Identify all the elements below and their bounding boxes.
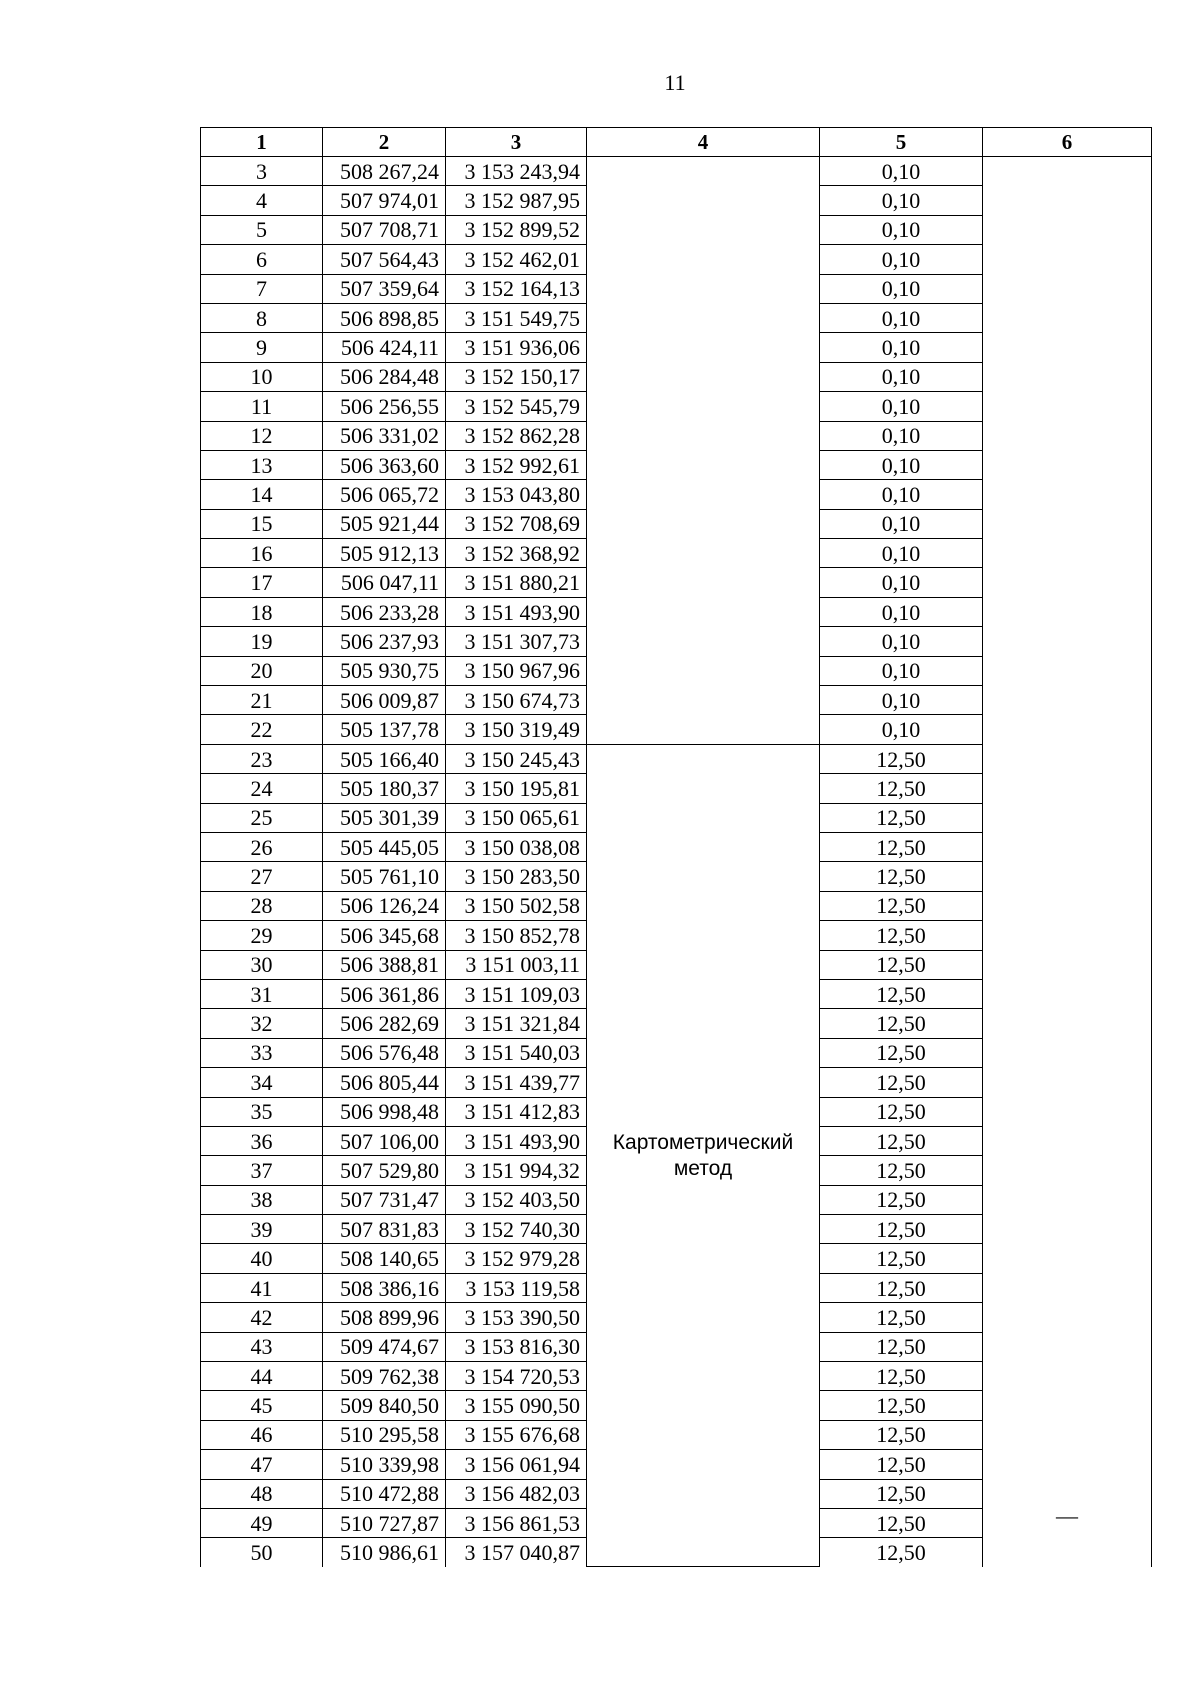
point-number-cell: 31: [201, 979, 323, 1008]
point-number-cell: 7: [201, 274, 323, 303]
accuracy-cell: 12,50: [820, 1479, 983, 1508]
y-coordinate-cell: 3 150 967,96: [446, 656, 587, 685]
accuracy-cell: 0,10: [820, 597, 983, 626]
y-coordinate-cell: 3 153 816,30: [446, 1332, 587, 1361]
x-coordinate-cell: 510 986,61: [323, 1538, 446, 1567]
point-number-cell: 28: [201, 891, 323, 920]
accuracy-cell: 0,10: [820, 333, 983, 362]
x-coordinate-cell: 506 345,68: [323, 921, 446, 950]
point-number-cell: 20: [201, 656, 323, 685]
y-coordinate-cell: 3 151 307,73: [446, 627, 587, 656]
accuracy-cell: 0,10: [820, 480, 983, 509]
point-number-cell: 9: [201, 333, 323, 362]
x-coordinate-cell: 507 564,43: [323, 245, 446, 274]
accuracy-cell: 0,10: [820, 686, 983, 715]
point-number-cell: 15: [201, 509, 323, 538]
accuracy-cell: 12,50: [820, 744, 983, 773]
accuracy-cell: 12,50: [820, 1185, 983, 1214]
point-number-cell: 17: [201, 568, 323, 597]
method-cell-group-2: [587, 744, 820, 1566]
y-coordinate-cell: 3 152 545,79: [446, 392, 587, 421]
y-coordinate-cell: 3 152 708,69: [446, 509, 587, 538]
x-coordinate-cell: 507 731,47: [323, 1185, 446, 1214]
point-number-cell: 30: [201, 950, 323, 979]
accuracy-cell: 0,10: [820, 450, 983, 479]
y-coordinate-cell: 3 150 245,43: [446, 744, 587, 773]
column-6-cell: [983, 157, 1152, 1567]
y-coordinate-cell: 3 151 994,32: [446, 1156, 587, 1185]
x-coordinate-cell: 506 424,11: [323, 333, 446, 362]
x-coordinate-cell: 506 233,28: [323, 597, 446, 626]
y-coordinate-cell: 3 152 403,50: [446, 1185, 587, 1214]
point-number-cell: 10: [201, 362, 323, 391]
y-coordinate-cell: 3 155 090,50: [446, 1391, 587, 1420]
point-number-cell: 45: [201, 1391, 323, 1420]
accuracy-cell: 12,50: [820, 921, 983, 950]
accuracy-cell: 12,50: [820, 1273, 983, 1302]
point-number-cell: 33: [201, 1038, 323, 1067]
accuracy-cell: 0,10: [820, 656, 983, 685]
y-coordinate-cell: 3 156 482,03: [446, 1479, 587, 1508]
accuracy-cell: 0,10: [820, 303, 983, 332]
y-coordinate-cell: 3 151 540,03: [446, 1038, 587, 1067]
point-number-cell: 23: [201, 744, 323, 773]
table-row: [201, 157, 1152, 186]
y-coordinate-cell: 3 151 003,11: [446, 950, 587, 979]
x-coordinate-cell: 507 106,00: [323, 1126, 446, 1155]
point-number-cell: 8: [201, 303, 323, 332]
point-number-cell: 14: [201, 480, 323, 509]
y-coordinate-cell: 3 152 992,61: [446, 450, 587, 479]
accuracy-cell: 0,10: [820, 245, 983, 274]
y-coordinate-cell: 3 150 674,73: [446, 686, 587, 715]
point-number-cell: 42: [201, 1303, 323, 1332]
y-coordinate-cell: 3 153 119,58: [446, 1273, 587, 1302]
accuracy-cell: 12,50: [820, 1215, 983, 1244]
accuracy-cell: 12,50: [820, 1009, 983, 1038]
point-number-cell: 13: [201, 450, 323, 479]
x-coordinate-cell: 505 445,05: [323, 832, 446, 861]
x-coordinate-cell: 509 840,50: [323, 1391, 446, 1420]
x-coordinate-cell: 506 361,86: [323, 979, 446, 1008]
x-coordinate-cell: 506 237,93: [323, 627, 446, 656]
table-header-row: [201, 128, 1152, 157]
x-coordinate-cell: 510 472,88: [323, 1479, 446, 1508]
accuracy-cell: 12,50: [820, 1303, 983, 1332]
accuracy-cell: 12,50: [820, 1538, 983, 1567]
point-number-cell: 47: [201, 1450, 323, 1479]
x-coordinate-cell: 506 282,69: [323, 1009, 446, 1038]
accuracy-cell: 0,10: [820, 509, 983, 538]
y-coordinate-cell: 3 151 321,84: [446, 1009, 587, 1038]
x-coordinate-cell: 506 576,48: [323, 1038, 446, 1067]
y-coordinate-cell: 3 153 243,94: [446, 157, 587, 186]
point-number-cell: 3: [201, 157, 323, 186]
accuracy-cell: 0,10: [820, 392, 983, 421]
accuracy-cell: 12,50: [820, 1068, 983, 1097]
x-coordinate-cell: 507 529,80: [323, 1156, 446, 1185]
y-coordinate-cell: 3 157 040,87: [446, 1538, 587, 1567]
x-coordinate-cell: 506 047,11: [323, 568, 446, 597]
y-coordinate-cell: 3 152 899,52: [446, 215, 587, 244]
x-coordinate-cell: 509 474,67: [323, 1332, 446, 1361]
x-coordinate-cell: 510 727,87: [323, 1508, 446, 1537]
point-number-cell: 43: [201, 1332, 323, 1361]
point-number-cell: 34: [201, 1068, 323, 1097]
point-number-cell: 39: [201, 1215, 323, 1244]
point-number-cell: 25: [201, 803, 323, 832]
point-number-cell: 49: [201, 1508, 323, 1537]
header-col-1: 1: [201, 128, 323, 157]
x-coordinate-cell: 510 295,58: [323, 1420, 446, 1449]
point-number-cell: 11: [201, 392, 323, 421]
y-coordinate-cell: 3 150 038,08: [446, 832, 587, 861]
x-coordinate-cell: 506 009,87: [323, 686, 446, 715]
y-coordinate-cell: 3 156 061,94: [446, 1450, 587, 1479]
x-coordinate-cell: 505 301,39: [323, 803, 446, 832]
point-number-cell: 16: [201, 539, 323, 568]
accuracy-cell: 12,50: [820, 862, 983, 891]
x-coordinate-cell: 505 761,10: [323, 862, 446, 891]
x-coordinate-cell: 507 974,01: [323, 186, 446, 215]
x-coordinate-cell: 505 921,44: [323, 509, 446, 538]
accuracy-cell: 12,50: [820, 950, 983, 979]
table-body: [201, 157, 1152, 1567]
point-number-cell: 41: [201, 1273, 323, 1302]
y-coordinate-cell: 3 152 164,13: [446, 274, 587, 303]
accuracy-cell: 12,50: [820, 1038, 983, 1067]
point-number-cell: 26: [201, 832, 323, 861]
accuracy-cell: 12,50: [820, 1244, 983, 1273]
point-number-cell: 5: [201, 215, 323, 244]
y-coordinate-cell: 3 150 852,78: [446, 921, 587, 950]
header-col-4: 4: [587, 128, 820, 157]
point-number-cell: 37: [201, 1156, 323, 1185]
coordinates-table: [200, 127, 1152, 1567]
point-number-cell: 32: [201, 1009, 323, 1038]
accuracy-cell: 12,50: [820, 1450, 983, 1479]
point-number-cell: 4: [201, 186, 323, 215]
accuracy-cell: 0,10: [820, 539, 983, 568]
point-number-cell: 12: [201, 421, 323, 450]
y-coordinate-cell: 3 152 462,01: [446, 245, 587, 274]
page-number: 11: [664, 70, 686, 95]
accuracy-cell: 0,10: [820, 421, 983, 450]
point-number-cell: 36: [201, 1126, 323, 1155]
x-coordinate-cell: 506 805,44: [323, 1068, 446, 1097]
x-coordinate-cell: 506 998,48: [323, 1097, 446, 1126]
accuracy-cell: 12,50: [820, 1420, 983, 1449]
x-coordinate-cell: 506 256,55: [323, 392, 446, 421]
y-coordinate-cell: 3 152 979,28: [446, 1244, 587, 1273]
x-coordinate-cell: 508 140,65: [323, 1244, 446, 1273]
point-number-cell: 35: [201, 1097, 323, 1126]
x-coordinate-cell: 506 126,24: [323, 891, 446, 920]
y-coordinate-cell: 3 150 319,49: [446, 715, 587, 744]
x-coordinate-cell: 510 339,98: [323, 1450, 446, 1479]
accuracy-cell: 12,50: [820, 979, 983, 1008]
y-coordinate-cell: 3 151 880,21: [446, 568, 587, 597]
accuracy-cell: 12,50: [820, 1332, 983, 1361]
accuracy-cell: 0,10: [820, 157, 983, 186]
y-coordinate-cell: 3 150 065,61: [446, 803, 587, 832]
x-coordinate-cell: 506 898,85: [323, 303, 446, 332]
header-col-3: 3: [446, 128, 587, 157]
y-coordinate-cell: 3 153 390,50: [446, 1303, 587, 1332]
x-coordinate-cell: 506 331,02: [323, 421, 446, 450]
y-coordinate-cell: 3 150 283,50: [446, 862, 587, 891]
accuracy-cell: 12,50: [820, 891, 983, 920]
y-coordinate-cell: 3 152 740,30: [446, 1215, 587, 1244]
point-number-cell: 50: [201, 1538, 323, 1567]
y-coordinate-cell: 3 151 439,77: [446, 1068, 587, 1097]
y-coordinate-cell: 3 151 412,83: [446, 1097, 587, 1126]
point-number-cell: 40: [201, 1244, 323, 1273]
y-coordinate-cell: 3 152 987,95: [446, 186, 587, 215]
x-coordinate-cell: 505 180,37: [323, 774, 446, 803]
header-col-2: 2: [323, 128, 446, 157]
accuracy-cell: 0,10: [820, 274, 983, 303]
x-coordinate-cell: 505 912,13: [323, 539, 446, 568]
x-coordinate-cell: 508 386,16: [323, 1273, 446, 1302]
y-coordinate-cell: 3 151 493,90: [446, 597, 587, 626]
point-number-cell: 38: [201, 1185, 323, 1214]
x-coordinate-cell: 508 899,96: [323, 1303, 446, 1332]
y-coordinate-cell: 3 156 861,53: [446, 1508, 587, 1537]
point-number-cell: 44: [201, 1362, 323, 1391]
header-col-6: 6: [983, 128, 1152, 157]
point-number-cell: 27: [201, 862, 323, 891]
header-col-5: 5: [820, 128, 983, 157]
x-coordinate-cell: 505 137,78: [323, 715, 446, 744]
method-cell-group-1: [587, 157, 820, 745]
accuracy-cell: 12,50: [820, 1156, 983, 1185]
method-text: Картометрический метод: [612, 1130, 794, 1180]
y-coordinate-cell: 3 152 368,92: [446, 539, 587, 568]
accuracy-cell: 0,10: [820, 568, 983, 597]
accuracy-cell: 12,50: [820, 1097, 983, 1126]
x-coordinate-cell: 505 930,75: [323, 656, 446, 685]
accuracy-cell: 0,10: [820, 186, 983, 215]
point-number-cell: 22: [201, 715, 323, 744]
y-coordinate-cell: 3 153 043,80: [446, 480, 587, 509]
y-coordinate-cell: 3 152 150,17: [446, 362, 587, 391]
x-coordinate-cell: 506 065,72: [323, 480, 446, 509]
accuracy-cell: 0,10: [820, 627, 983, 656]
y-coordinate-cell: 3 151 109,03: [446, 979, 587, 1008]
x-coordinate-cell: 507 831,83: [323, 1215, 446, 1244]
point-number-cell: 18: [201, 597, 323, 626]
x-coordinate-cell: 508 267,24: [323, 157, 446, 186]
point-number-cell: 6: [201, 245, 323, 274]
y-coordinate-cell: 3 150 502,58: [446, 891, 587, 920]
y-coordinate-cell: 3 155 676,68: [446, 1420, 587, 1449]
point-number-cell: 21: [201, 686, 323, 715]
point-number-cell: 19: [201, 627, 323, 656]
accuracy-cell: 0,10: [820, 362, 983, 391]
accuracy-cell: 12,50: [820, 1391, 983, 1420]
y-coordinate-cell: 3 151 549,75: [446, 303, 587, 332]
y-coordinate-cell: 3 152 862,28: [446, 421, 587, 450]
y-coordinate-cell: 3 151 493,90: [446, 1126, 587, 1155]
y-coordinate-cell: 3 151 936,06: [446, 333, 587, 362]
accuracy-cell: 12,50: [820, 1508, 983, 1537]
point-number-cell: 24: [201, 774, 323, 803]
point-number-cell: 29: [201, 921, 323, 950]
x-coordinate-cell: 506 388,81: [323, 950, 446, 979]
x-coordinate-cell: 505 166,40: [323, 744, 446, 773]
point-number-cell: 48: [201, 1479, 323, 1508]
y-coordinate-cell: 3 154 720,53: [446, 1362, 587, 1391]
accuracy-cell: 0,10: [820, 715, 983, 744]
accuracy-cell: 12,50: [820, 803, 983, 832]
accuracy-cell: 12,50: [820, 1126, 983, 1155]
accuracy-cell: 12,50: [820, 774, 983, 803]
column-6-dash: —: [1056, 1502, 1078, 1528]
x-coordinate-cell: 506 284,48: [323, 362, 446, 391]
y-coordinate-cell: 3 150 195,81: [446, 774, 587, 803]
x-coordinate-cell: 507 708,71: [323, 215, 446, 244]
x-coordinate-cell: 509 762,38: [323, 1362, 446, 1391]
x-coordinate-cell: 507 359,64: [323, 274, 446, 303]
accuracy-cell: 12,50: [820, 832, 983, 861]
accuracy-cell: 12,50: [820, 1362, 983, 1391]
point-number-cell: 46: [201, 1420, 323, 1449]
accuracy-cell: 0,10: [820, 215, 983, 244]
x-coordinate-cell: 506 363,60: [323, 450, 446, 479]
